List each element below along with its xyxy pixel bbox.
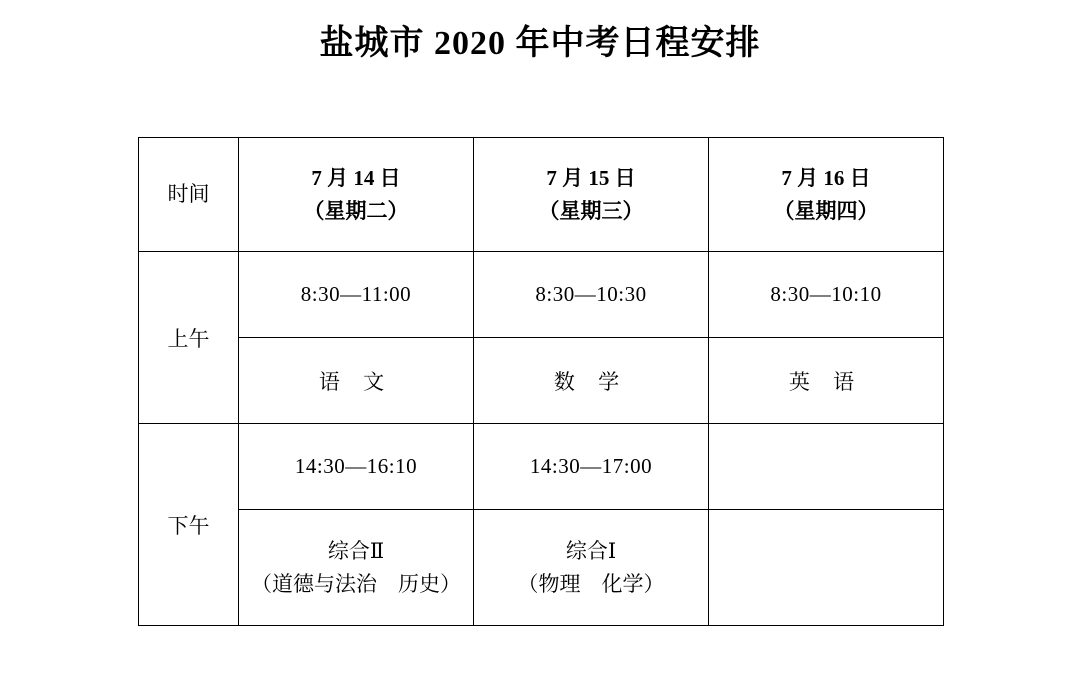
header-day-3 (709, 138, 944, 252)
afternoon-subject-day-1-main: 综合Ⅱ (327, 538, 385, 563)
afternoon-subject-day-2 (474, 510, 709, 626)
page-title: 盐城市 2020 年中考日程安排 (319, 25, 761, 62)
afternoon-time-day-1: 14:30—16:10 (239, 424, 474, 510)
session-label-afternoon: 下午 (139, 424, 239, 626)
header-day-1 (239, 138, 474, 252)
morning-subject-day-2: 数 学 (474, 338, 709, 424)
morning-time-day-1: 8:30—11:00 (239, 252, 474, 338)
afternoon-subjects-row (139, 510, 944, 626)
header-time-label: 时间 (139, 138, 239, 252)
afternoon-time-day-2: 14:30—17:00 (474, 424, 709, 510)
afternoon-subject-day-3 (709, 510, 944, 626)
afternoon-times-row (139, 424, 944, 510)
schedule-table-container (138, 137, 943, 626)
document-page (0, 22, 1080, 673)
morning-subject-day-3: 英 语 (709, 338, 944, 424)
header-day-3-weekday: （星期四） (773, 198, 879, 223)
header-day-2 (474, 138, 709, 252)
header-day-3-date: 7 月 16 日 (781, 165, 871, 190)
header-day-1-date: 7 月 14 日 (311, 165, 401, 190)
afternoon-time-day-3 (709, 424, 944, 510)
session-label-morning: 上午 (139, 252, 239, 424)
header-day-2-weekday: （星期三） (538, 198, 644, 223)
morning-subject-day-1: 语 文 (239, 338, 474, 424)
morning-time-day-3: 8:30—10:10 (709, 252, 944, 338)
table-header-row (139, 138, 944, 252)
afternoon-subject-day-2-main: 综合Ⅰ (565, 538, 617, 563)
afternoon-subject-day-2-detail: （物理 化学） (517, 571, 665, 596)
afternoon-subject-day-1 (239, 510, 474, 626)
morning-time-day-2: 8:30—10:30 (474, 252, 709, 338)
morning-subjects-row (139, 338, 944, 424)
morning-times-row (139, 252, 944, 338)
exam-schedule-table (138, 137, 944, 626)
header-day-2-date: 7 月 15 日 (546, 165, 636, 190)
afternoon-subject-day-1-detail: （道德与法治 历史） (251, 571, 461, 596)
header-day-1-weekday: （星期二） (303, 198, 409, 223)
